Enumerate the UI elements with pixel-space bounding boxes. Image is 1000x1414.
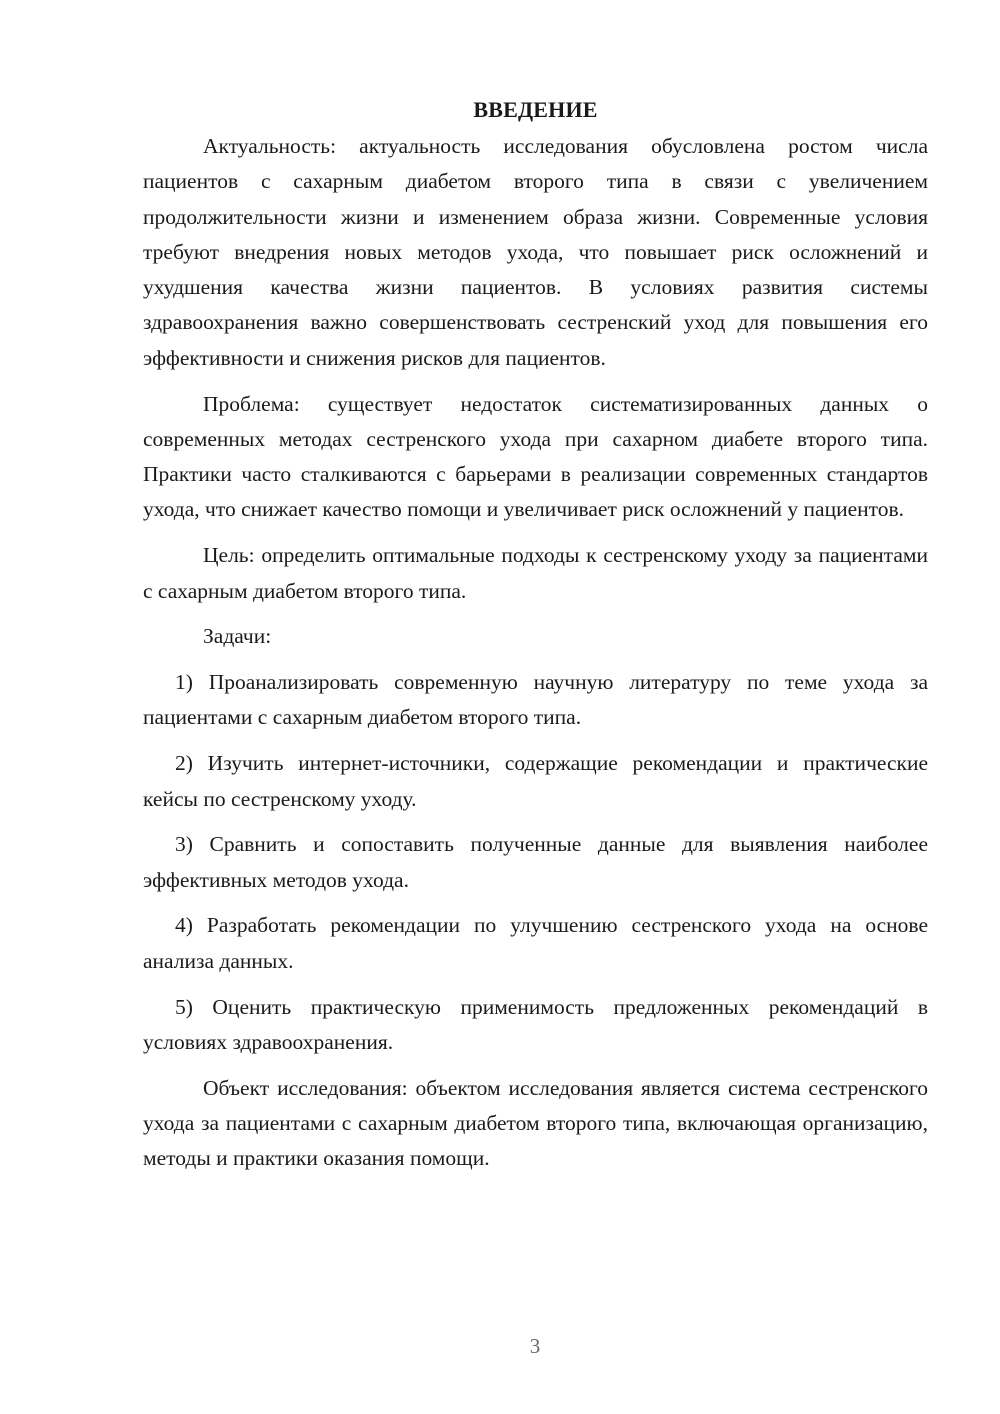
task-item-4: 4) Разработать рекомендации по улучшению сестренского ухода на основе анализа данных. [143,913,928,973]
paragraph-relevance: Актуальность: актуальность исследования обусловлена ростом числа пациентов с сахарным диабетом второго типа в связи с увеличением продолжительности жизни и изменением образа жизни. Современные условия требуют внедрения новых методов ухода, что повышает риск осложнений и ухудшения качества жизни пациентов. В условиях развития системы здравоохранения важно совершенствовать сестренский уход для повышения его эффективности и снижения рисков для пациентов. [143,134,928,370]
document-page [143,92,928,1187]
paragraph-object: Объект исследования: объектом исследования является система сестренского ухода за пациентами с сахарным диабетом второго типа, включающая организацию, методы и практики оказания помощи. [143,1075,928,1171]
section-title: ВВЕДЕНИЕ [473,97,598,122]
paragraph-goal: Цель: определить оптимальные подходы к сестренскому уходу за пациентами с сахарным диабетом второго типа. [143,543,928,603]
task-item-5: 5) Оценить практическую применимость предложенных рекомендаций в условиях здравоохранения. [143,994,928,1054]
paragraph-problem: Проблема: существует недостаток систематизированных данных о современных методах сестренского ухода при сахарном диабете второго типа. Практики часто сталкиваются с барьерами в реализации современных стандартов ухода, что снижает качество помощи и увеличивает риск осложнений у пациентов. [143,391,928,522]
task-item-1: 1) Проанализировать современную научную литературу по теме ухода за пациентами с сахарным диабетом второго типа. [143,670,928,730]
tasks-heading: Задачи: [203,624,272,649]
task-item-3: 3) Сравнить и сопоставить полученные данные для выявления наиболее эффективных методов ухода. [143,832,928,892]
page-number: 3 [529,1334,541,1358]
task-item-2: 2) Изучить интернет-источники, содержащие рекомендации и практические кейсы по сестренскому уходу. [143,751,928,811]
